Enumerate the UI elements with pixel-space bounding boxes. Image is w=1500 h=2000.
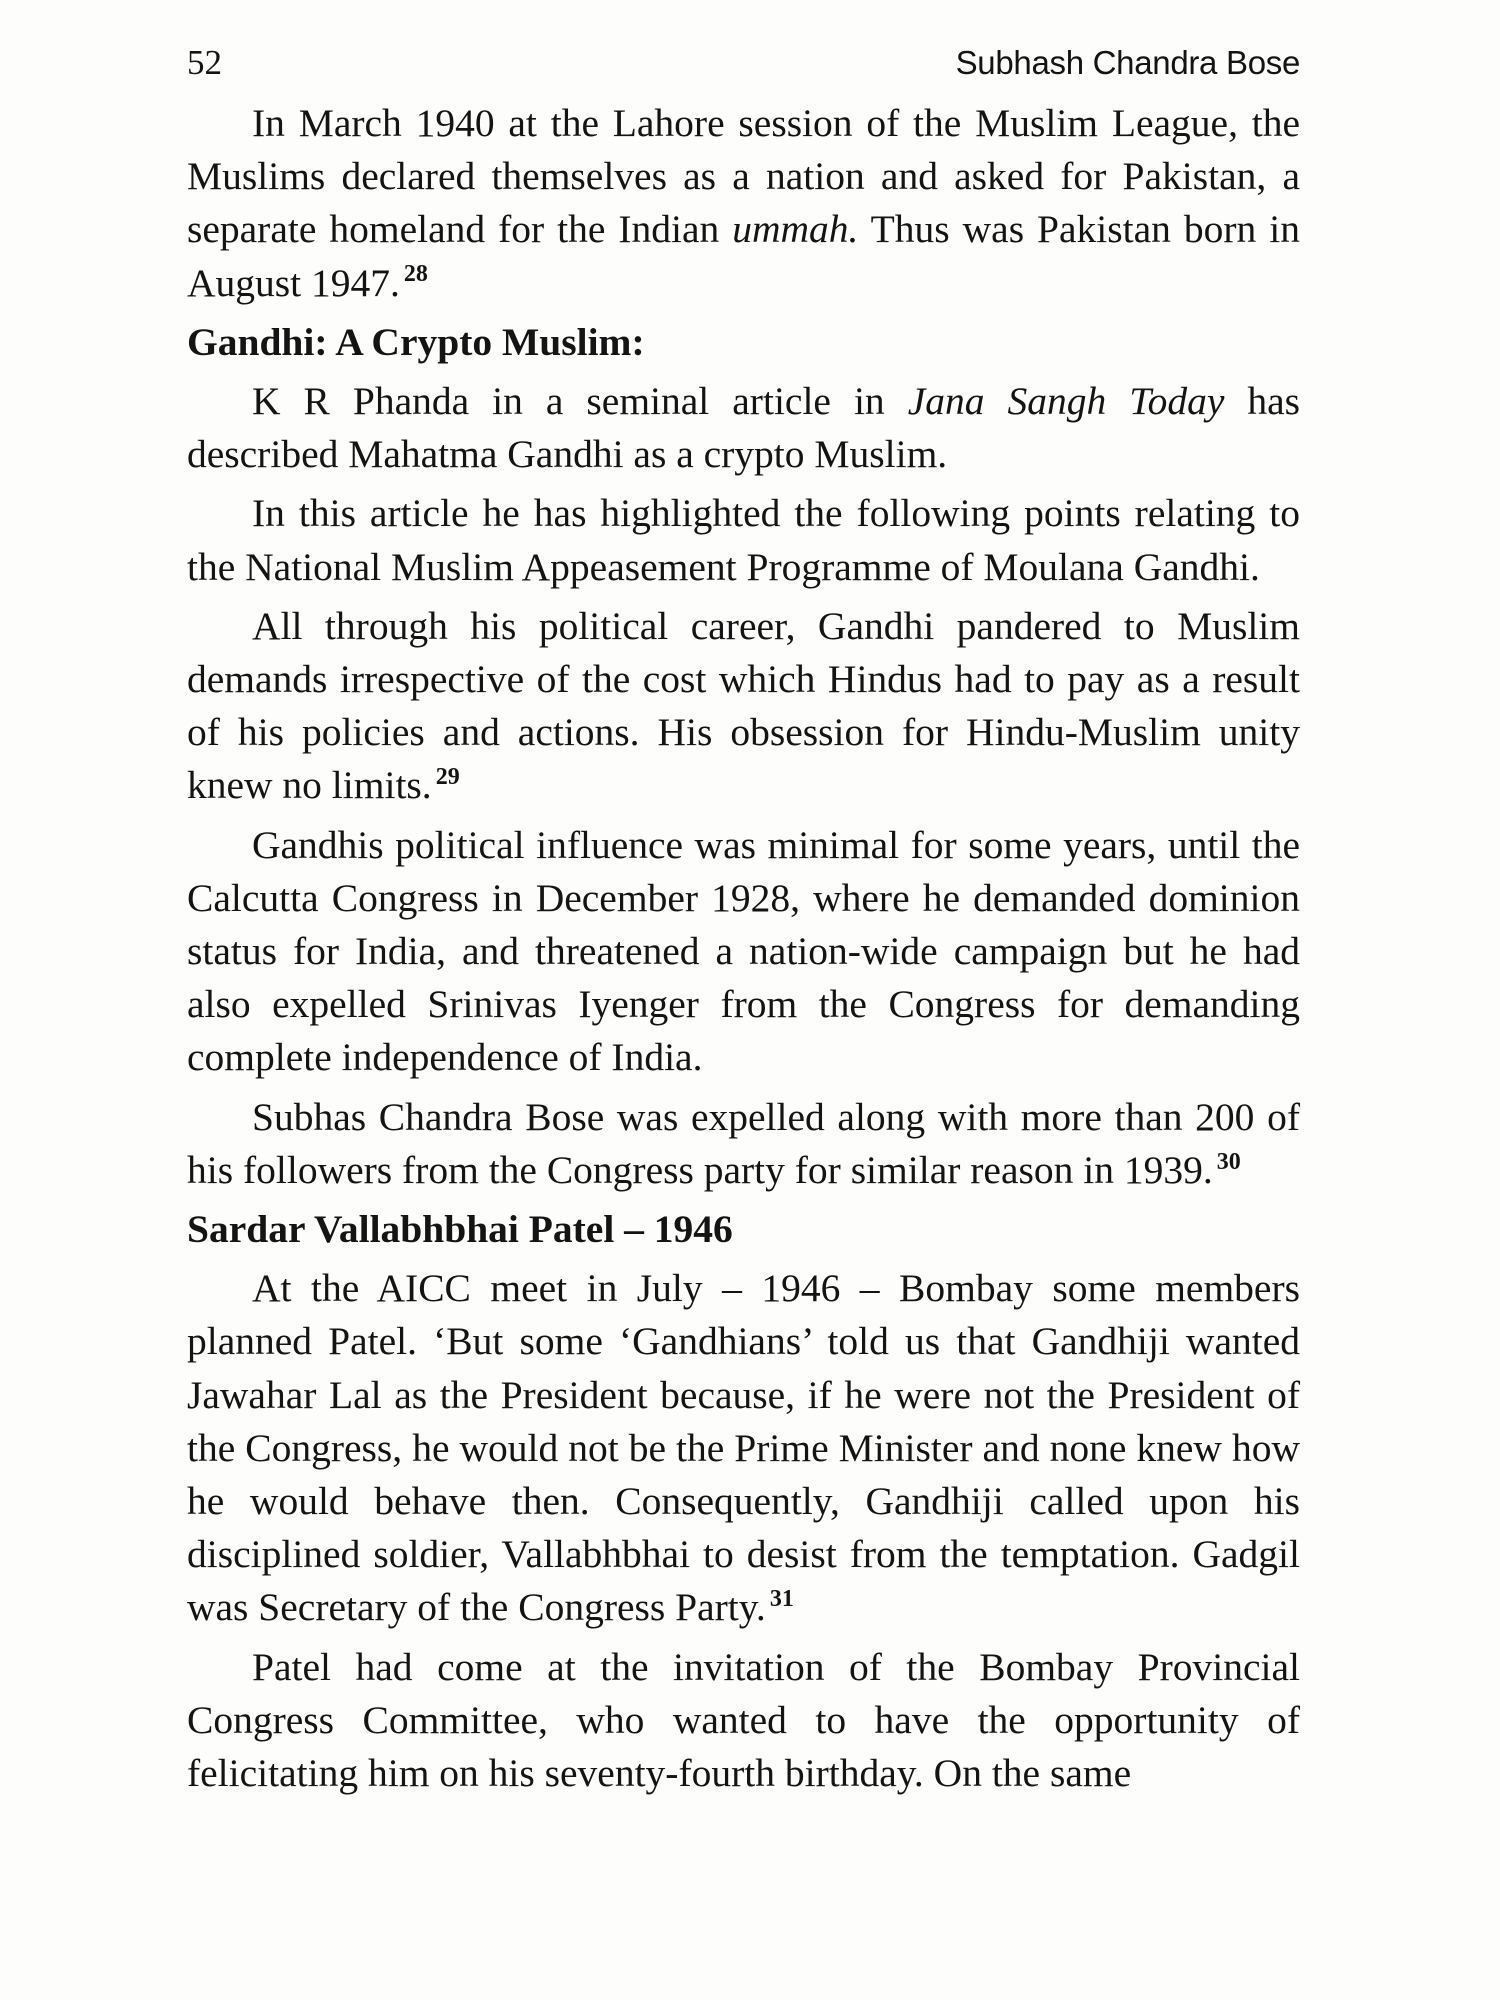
- paragraph-highlighted-points: In this article he has highlighted the following points relating to the National Muslim Appeasement Programme of Moulana Gandhi.: [187, 491, 1300, 589]
- paragraph-text: has described Mahatma Gandhi as a crypto Muslim.: [187, 379, 1301, 477]
- page-number: 52: [187, 43, 222, 82]
- paragraph-text: In March 1940 at the Lahore session of the Muslim League, the Muslims declared themselves as a nation and asked for Pakistan, a separate homeland for the Indian: [187, 101, 1300, 252]
- paragraph-lahore-session: [187, 97, 1300, 310]
- footnote-ref-31: 31: [769, 1586, 794, 1613]
- section-heading-crypto-muslim: Gandhi: A Crypto Muslim:: [187, 319, 645, 364]
- page-header: [187, 38, 1300, 98]
- running-title: Subhash Chandra Bose: [955, 44, 1300, 81]
- page-body: [187, 97, 1300, 1806]
- paragraph-political-career: [187, 600, 1300, 813]
- paragraph-text: Subhas Chandra Bose was expelled along with more than 200 of his followers from the Congress party for similar reason in 1939.: [187, 1094, 1300, 1192]
- paragraph-aicc-meet: [187, 1262, 1300, 1634]
- paragraph-phanda-article: [187, 375, 1300, 481]
- section-heading-patel-1946: Sardar Vallabhbhai Patel – 1946: [187, 1207, 733, 1252]
- paragraph-text: K R Phanda in a seminal article in: [252, 379, 908, 424]
- italic-term-ummah: ummah.: [732, 207, 859, 252]
- paragraph-bose-expelled: [187, 1091, 1300, 1197]
- paragraph-calcutta-congress: Gandhis political influence was minimal for some years, until the Calcutta Congress in December 1928, where he demanded dominion status for India, and threatened a nation-wide campaign but he had also expelled Srinivas Iyenger from the Congress for demanding complete independence of India.: [187, 822, 1300, 1080]
- paragraph-text: At the AICC meet in July – 1946 – Bombay some members planned Patel. ‘But some ‘Gandhians’ told us that Gandhiji wanted Jawahar Lal as the President because, if he were not the President of the Congress, he would not be the Prime Minister and none knew how he would behave then. Consequently, Gandhiji called upon his disciplined soldier, Vallabhbhai to desist from the temptation. Gadgil was Secretary of the Congress Party.: [187, 1266, 1300, 1630]
- footnote-ref-29: 29: [435, 764, 460, 791]
- paragraph-patel-invitation: Patel had come at the invitation of the Bombay Provincial Congress Committee, who wanted to have the opportunity of felicitating him on his seventy-fourth birthday. On the same: [187, 1644, 1300, 1796]
- footnote-ref-30: 30: [1216, 1148, 1241, 1175]
- italic-title-jana-sangh-today: Jana Sangh Today: [907, 379, 1225, 424]
- paragraph-text: Thus was Pakistan born in August 1947.: [187, 207, 1300, 305]
- paragraph-text: All through his political career, Gandhi pandered to Muslim demands irrespective of the cost which Hindus had to pay as a result of his policies and actions. His obsession for Hindu-Muslim unity knew no limits.: [187, 603, 1300, 808]
- footnote-ref-28: 28: [403, 261, 428, 288]
